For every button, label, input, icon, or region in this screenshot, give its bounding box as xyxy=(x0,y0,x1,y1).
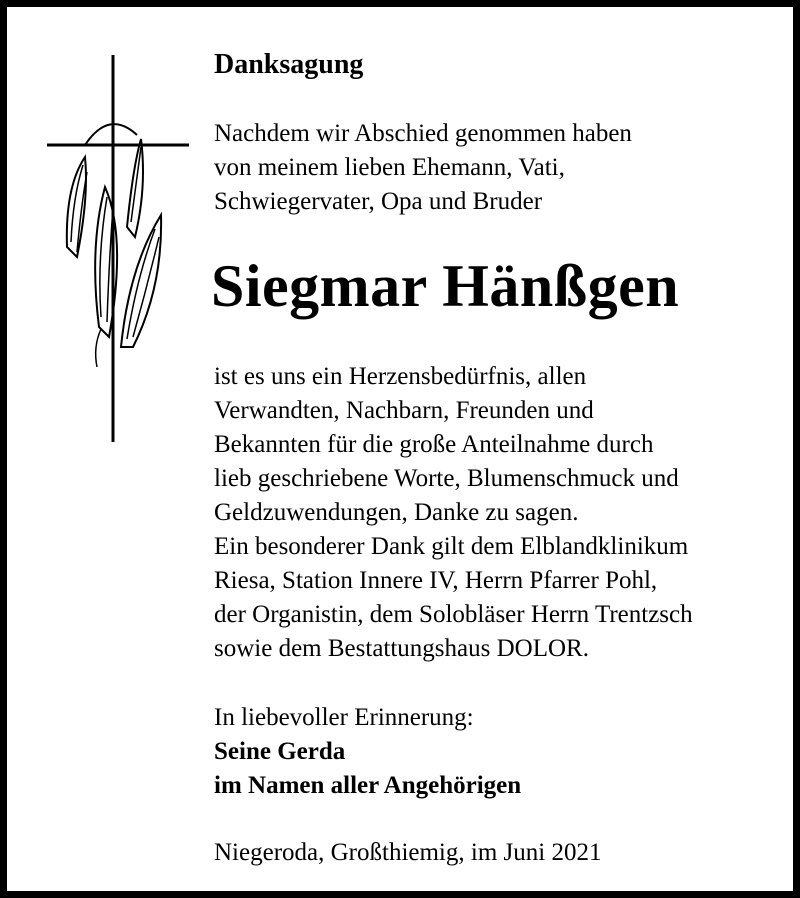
cross-with-leaves-icon xyxy=(37,47,197,447)
intro-line: von meinem lieben Ehemann, Vati, xyxy=(214,154,565,181)
body-line: Ein besonderer Dank gilt dem Elblandklinikum xyxy=(214,533,689,560)
notice-heading: Danksagung xyxy=(214,49,364,80)
intro-text xyxy=(214,117,632,219)
body-line: Bekannten für die große Anteilnahme durch xyxy=(214,431,654,458)
intro-line: Schwiegervater, Opa und Bruder xyxy=(214,188,543,215)
place-date: Niegeroda, Großthiemig, im Juni 2021 xyxy=(214,839,602,866)
body-text xyxy=(214,360,693,666)
signatory-note: im Namen aller Angehörigen xyxy=(214,772,522,799)
signatory: Seine Gerda xyxy=(214,738,346,765)
body-line: ist es uns ein Herzensbedürfnis, allen xyxy=(214,363,587,390)
body-line: sowie dem Bestattungshaus DOLOR. xyxy=(214,635,589,662)
body-line: der Organistin, dem Solobläser Herrn Trentzsch xyxy=(214,601,693,628)
deceased-name: Siegmar Hänßgen xyxy=(211,253,680,319)
body-line: Verwandten, Nachbarn, Freunden und xyxy=(214,397,594,424)
body-line: lieb geschriebene Worte, Blumenschmuck und xyxy=(214,465,679,492)
body-line: Riesa, Station Innere IV, Herrn Pfarrer Pohl, xyxy=(214,567,658,594)
closing-intro: In liebevoller Erinnerung: xyxy=(214,704,474,731)
intro-line: Nachdem wir Abschied genommen haben xyxy=(214,120,632,147)
body-line: Geldzuwendungen, Danke zu sagen. xyxy=(214,499,579,526)
closing-block xyxy=(214,701,521,803)
